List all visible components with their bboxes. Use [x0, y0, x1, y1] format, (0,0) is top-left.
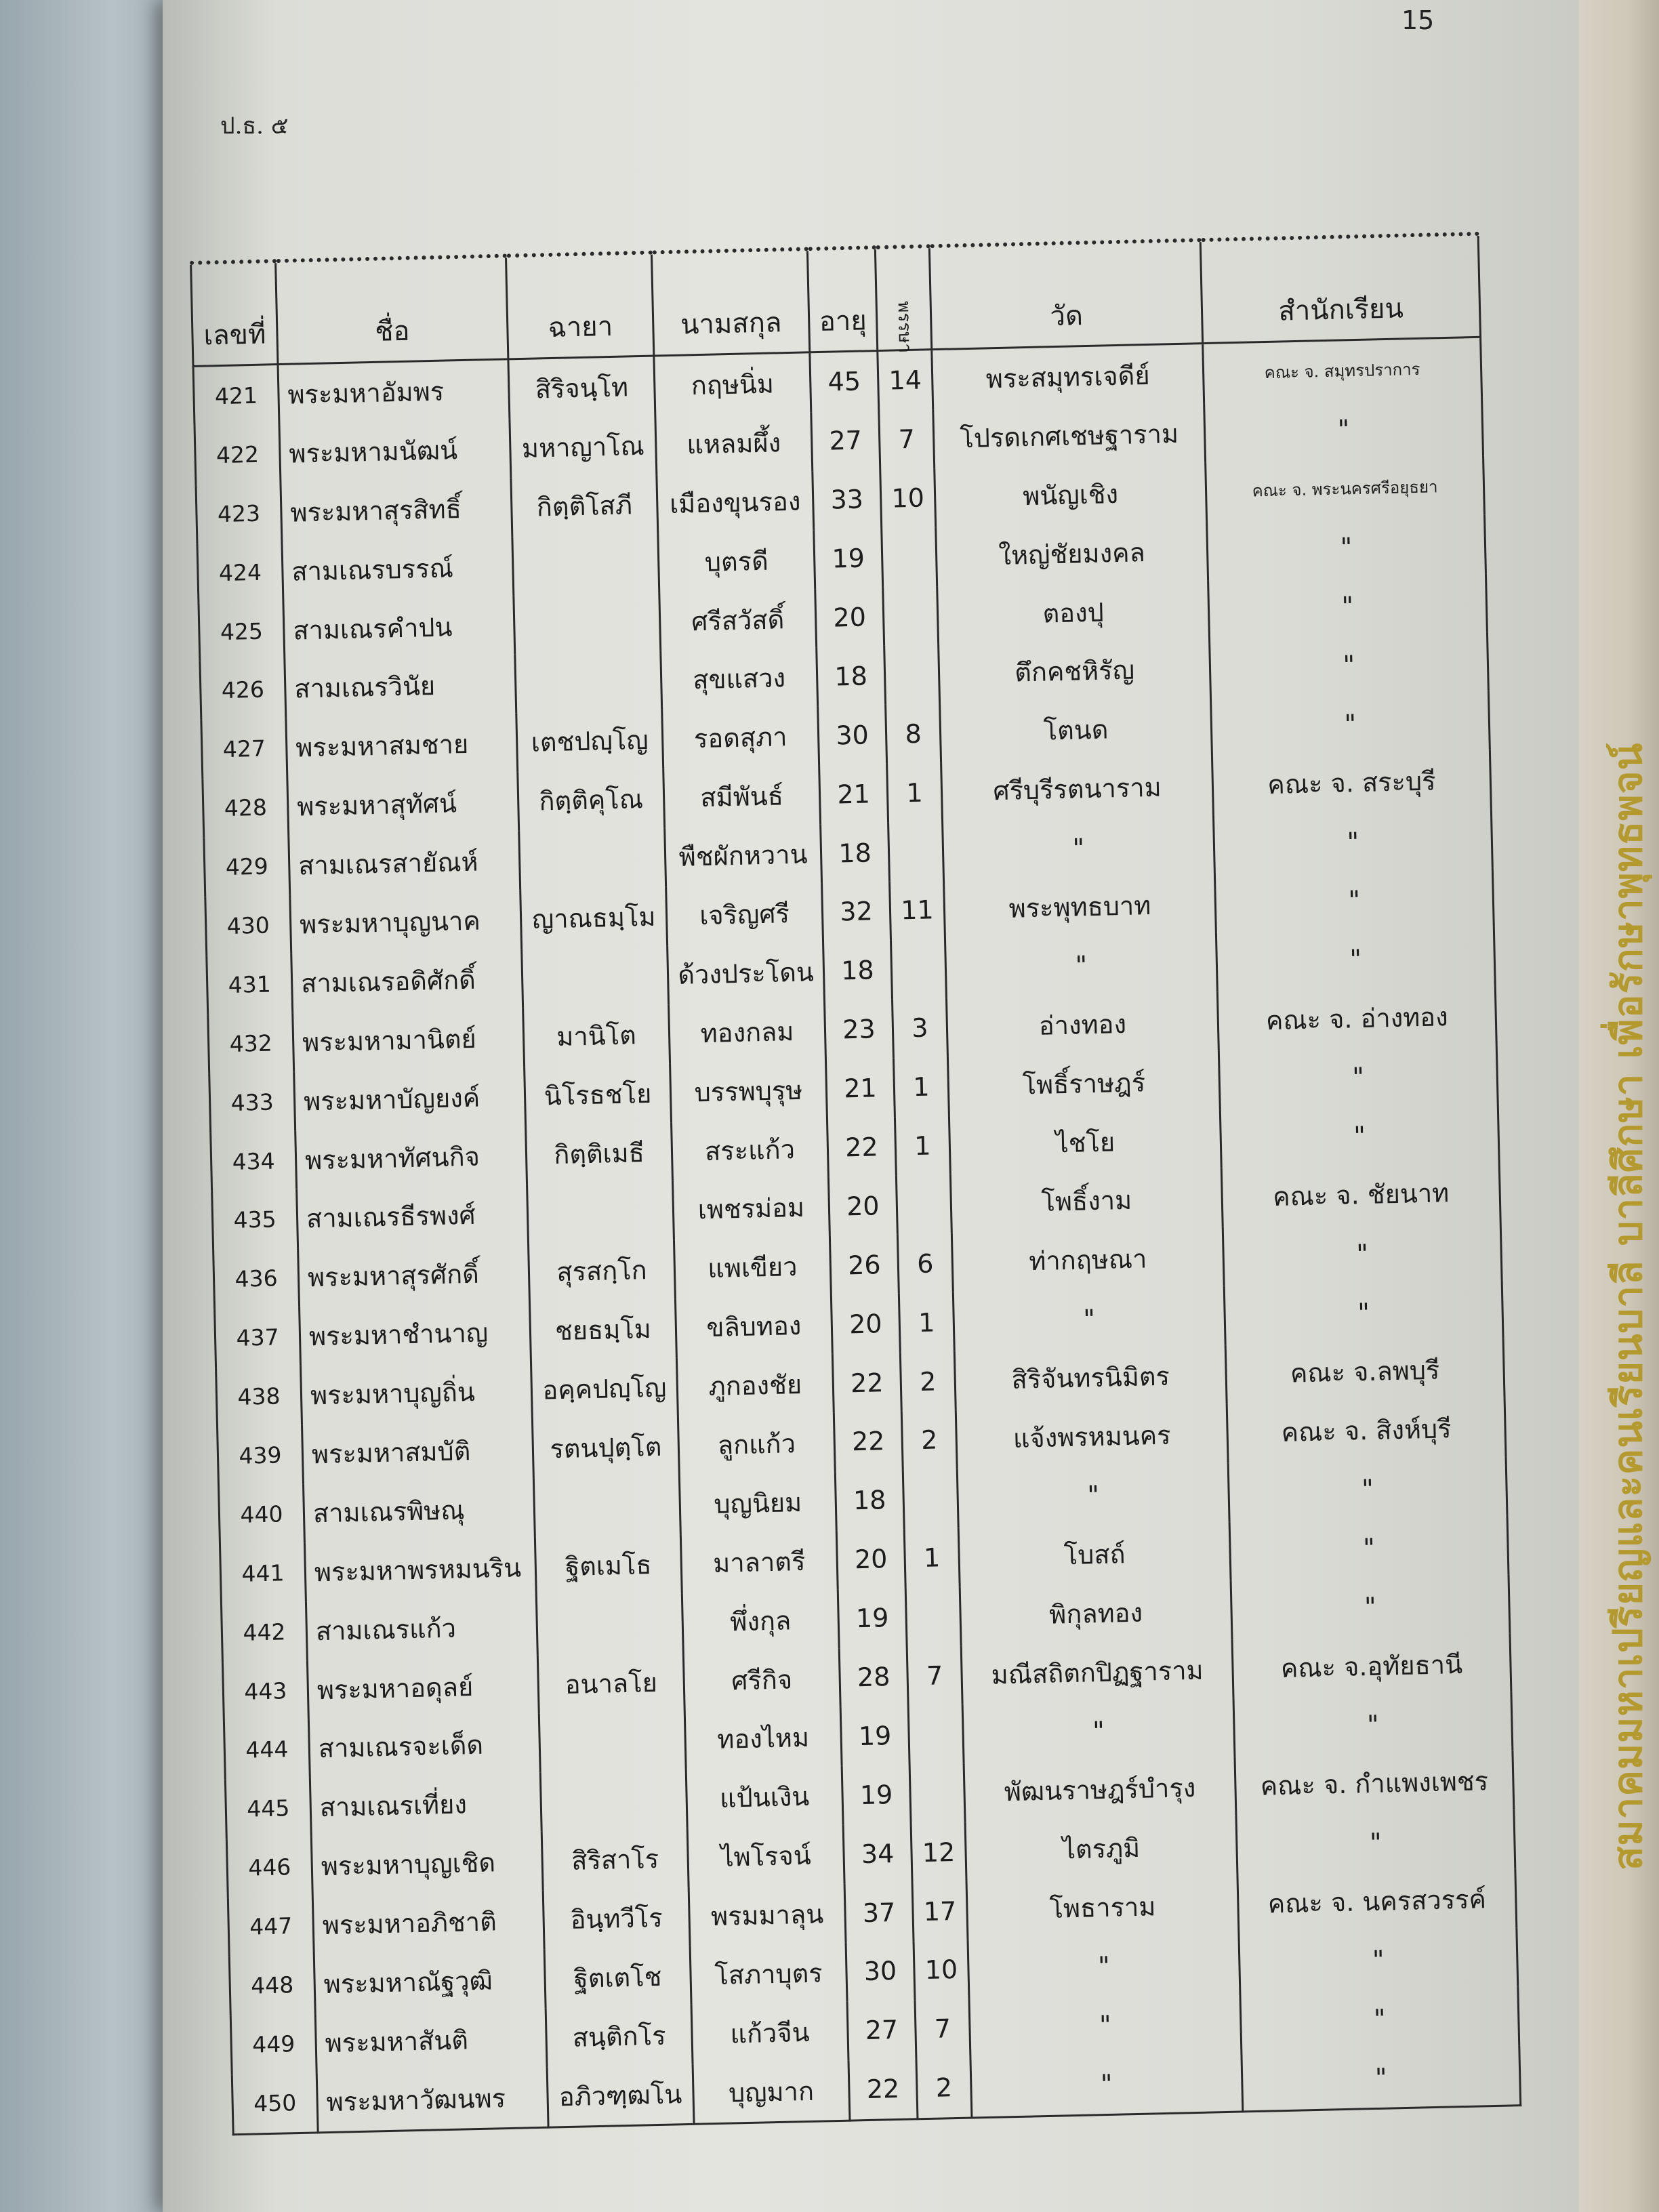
monk-name-cell: สามเณรจะเด็ด: [308, 1714, 540, 1778]
school-cell: ": [1236, 1810, 1515, 1875]
pansa-cell: [883, 586, 939, 647]
surname-cell: พึ่งกุล: [682, 1590, 839, 1652]
row-number-cell: 433: [209, 1072, 295, 1133]
wat-cell: ": [968, 1934, 1240, 1999]
pansa-cell: [891, 939, 947, 1000]
pansa-cell: [882, 527, 937, 588]
row-number-cell: 436: [213, 1248, 300, 1309]
surname-cell: แป้นเงิน: [686, 1766, 843, 1828]
age-cell: 22: [832, 1353, 901, 1413]
monk-name-cell: พระมหาชำนาญ: [300, 1302, 531, 1366]
row-number-cell: 429: [204, 836, 290, 897]
row-number-cell: 448: [229, 1955, 315, 2016]
surname-cell: บรรพบุรุษ: [670, 1060, 827, 1122]
monk-name-cell: สามเณรวินัย: [285, 655, 516, 719]
row-number-cell: 447: [228, 1896, 314, 1957]
results-table: [190, 232, 1521, 2135]
row-number-cell: 431: [207, 954, 293, 1015]
pansa-cell: 12: [911, 1822, 966, 1883]
pansa-cell: 3: [892, 998, 947, 1059]
school-cell: ": [1228, 1456, 1507, 1521]
monk-name-cell: สามเณรธีรพงศ์: [297, 1185, 529, 1249]
surname-cell: บุตรดี: [658, 530, 815, 592]
row-number-cell: 435: [212, 1189, 298, 1250]
monk-name-cell: สามเณรแก้ว: [306, 1597, 537, 1661]
pansa-cell: 6: [897, 1233, 953, 1294]
age-cell: 20: [836, 1529, 905, 1589]
school-cell: ": [1208, 573, 1488, 638]
school-cell: ": [1242, 2045, 1521, 2112]
surname-cell: ลูกแก้ว: [678, 1413, 835, 1475]
chaya-cell: กิตฺติโสภี: [511, 474, 658, 537]
pansa-cell: 7: [879, 409, 935, 470]
chaya-cell: [522, 945, 669, 1008]
age-cell: 27: [811, 411, 880, 471]
school-cell: คณะ จ. พระนครศรีอยุธยา: [1206, 456, 1485, 521]
age-cell: 18: [817, 646, 886, 706]
pansa-cell: 1: [895, 1115, 950, 1176]
age-cell: 18: [821, 823, 890, 883]
form-code: ป.ธ. ๕: [220, 112, 289, 140]
monk-name-cell: สามเณรสายัณห์: [289, 831, 520, 895]
monk-name-cell: พระมหาบุญถิ่น: [301, 1361, 533, 1425]
pansa-cell: 8: [886, 703, 941, 764]
wat-cell: ": [943, 815, 1215, 880]
row-number-cell: 430: [205, 895, 291, 956]
row-number-cell: 450: [232, 2072, 318, 2134]
school-cell: ": [1239, 1927, 1518, 1992]
school-cell: คณะ จ. สิงห์บุรี: [1227, 1397, 1506, 1462]
chaya-cell: สนฺติกโร: [546, 2005, 693, 2068]
age-cell: 22: [834, 1412, 903, 1472]
monk-name-cell: สามเณรบรรณ์: [282, 537, 514, 601]
chaya-cell: [514, 592, 661, 655]
pansa-cell: [908, 1704, 964, 1765]
chaya-cell: มหาญาโณ: [510, 415, 657, 478]
school-cell: ": [1229, 1515, 1509, 1580]
monk-name-cell: พระมหาสุรสิทธิ์: [281, 478, 512, 542]
wat-cell: ไชโย: [949, 1109, 1221, 1174]
chaya-cell: [512, 533, 659, 596]
surname-cell: ศรีสวัสดิ์: [659, 589, 817, 651]
chaya-cell: [540, 1769, 687, 1832]
chaya-cell: [527, 1181, 674, 1244]
monk-name-cell: พระมหาอดุลย์: [307, 1655, 539, 1719]
school-cell: คณะ จ. นครสวรรค์: [1237, 1868, 1517, 1933]
age-cell: 19: [814, 529, 883, 589]
wat-cell: ท่ากฤษณา: [951, 1227, 1224, 1292]
wat-cell: ศรีบุรีรตนาราม: [941, 756, 1214, 821]
school-cell: คณะ จ. สระบุรี: [1212, 750, 1491, 815]
surname-cell: พรมมาลุน: [689, 1884, 846, 1946]
row-number-cell: 444: [224, 1719, 310, 1780]
row-number-cell: 438: [216, 1366, 302, 1427]
row-number-cell: 446: [226, 1837, 312, 1898]
surname-cell: ศรีกิจ: [683, 1648, 840, 1711]
row-number-cell: 434: [211, 1130, 297, 1191]
chaya-cell: อินฺทวีโร: [543, 1887, 690, 1950]
surname-cell: บุญมาก: [693, 2060, 850, 2124]
school-cell: ": [1233, 1692, 1513, 1757]
pansa-cell: 7: [915, 1999, 970, 2060]
wat-cell: สิริจันทรนิมิตร: [954, 1345, 1227, 1410]
wat-cell: ใหญ่ชัยมงคล: [936, 521, 1208, 586]
wat-cell: พิกุลทอง: [960, 1580, 1232, 1645]
chaya-cell: สุรสกฺโก: [529, 1240, 676, 1303]
school-cell: คณะ จ. ชัยนาท: [1221, 1162, 1500, 1227]
row-number-cell: 437: [215, 1307, 301, 1368]
wat-cell: โตนด: [940, 697, 1212, 762]
age-cell: 28: [839, 1647, 908, 1707]
pansa-cell: 10: [880, 468, 936, 529]
surname-cell: สมีพันธ์: [663, 765, 821, 827]
monk-name-cell: พระมหาสมชาย: [286, 714, 518, 778]
monk-name-cell: พระมหาพรหมนริน: [304, 1538, 536, 1602]
school-cell: ": [1216, 927, 1495, 992]
wat-cell: โพธาราม: [966, 1875, 1239, 1940]
school-cell: ": [1207, 514, 1486, 579]
row-number-cell: 445: [225, 1778, 311, 1839]
wat-cell: ตึกคชหิรัญ: [939, 638, 1211, 703]
wat-cell: ไตรภูมิ: [965, 1816, 1237, 1881]
chaya-cell: นิโรธชโย: [525, 1063, 672, 1126]
monk-name-cell: พระมหาอภิชาติ: [312, 1891, 544, 1955]
pansa-cell: 11: [890, 880, 945, 941]
school-cell: ": [1204, 397, 1483, 462]
age-cell: 33: [813, 470, 882, 530]
surname-cell: พืชผักหวาน: [665, 824, 822, 886]
row-number-cell: 424: [197, 542, 283, 603]
pansa-cell: 1: [899, 1292, 954, 1353]
chaya-cell: ชยธมฺโม: [529, 1298, 676, 1361]
row-number-cell: 439: [218, 1425, 304, 1486]
surname-cell: เจริญศรี: [666, 883, 823, 945]
monk-name-cell: พระมหาสุรศักดิ์: [298, 1243, 530, 1307]
age-cell: 20: [828, 1176, 897, 1236]
chaya-cell: ฐิตเตโช: [544, 1946, 691, 2009]
surname-cell: กฤษนิ่ม: [654, 352, 811, 416]
age-cell: 21: [825, 1058, 895, 1118]
header-chaya: ฉายา: [506, 253, 653, 359]
age-cell: 23: [825, 1000, 894, 1060]
row-number-cell: 442: [221, 1601, 307, 1662]
row-number-cell: 425: [199, 601, 285, 662]
surname-cell: ทองไหม: [684, 1707, 842, 1769]
pansa-cell: [909, 1763, 965, 1824]
school-cell: ": [1240, 1986, 1519, 2051]
monk-name-cell: พระมหาสมบัติ: [302, 1420, 534, 1484]
row-number-cell: 443: [222, 1660, 308, 1721]
wat-cell: ": [970, 2051, 1243, 2117]
monk-name-cell: พระมหาสันติ: [315, 2009, 547, 2073]
wat-cell: โพธิ์งาม: [950, 1168, 1223, 1233]
age-cell: 30: [846, 1941, 915, 2001]
monk-name-cell: สามเณรอดิศักดิ์: [291, 949, 523, 1013]
pansa-cell: [884, 645, 940, 705]
age-cell: 19: [840, 1706, 909, 1766]
surname-cell: เมืองขุนรอง: [657, 471, 814, 533]
age-cell: 27: [847, 2000, 916, 2060]
age-cell: 34: [843, 1824, 912, 1884]
chaya-cell: รตนปุตฺโต: [532, 1416, 679, 1479]
school-cell: คณะ จ. กำแพงเพชร: [1235, 1751, 1514, 1816]
header-school: สำนักเรียน: [1200, 234, 1480, 344]
page-number: 15: [1401, 5, 1435, 35]
chaya-cell: ฐิตเมโธ: [535, 1534, 682, 1597]
age-cell: 22: [827, 1117, 896, 1177]
chaya-cell: [539, 1711, 686, 1773]
surname-cell: สุขแสวง: [661, 648, 818, 710]
chaya-cell: มานิโต: [523, 1004, 670, 1067]
pansa-cell: 2: [901, 1410, 957, 1471]
age-cell: 18: [835, 1471, 904, 1531]
pansa-cell: 2: [916, 2057, 972, 2118]
wat-cell: ": [957, 1463, 1229, 1528]
row-number-cell: 441: [220, 1542, 306, 1603]
pansa-cell: [896, 1174, 951, 1235]
row-number-cell: 440: [219, 1484, 305, 1545]
pansa-cell: [905, 1586, 961, 1647]
row-number-cell: 449: [230, 2013, 316, 2074]
age-cell: 37: [844, 1883, 914, 1943]
age-cell: 30: [818, 705, 887, 765]
surname-cell: ไพโรจน์: [687, 1825, 844, 1887]
age-cell: 22: [848, 2059, 918, 2121]
surname-cell: ทองกลม: [669, 1001, 826, 1063]
surname-cell: ด้วงประโดน: [668, 942, 825, 1004]
chaya-cell: อภิวฑฺฒโน: [547, 2064, 694, 2127]
chaya-cell: กิตฺติคุโณ: [518, 769, 665, 832]
pansa-cell: 2: [900, 1351, 956, 1412]
wat-cell: ": [945, 933, 1217, 998]
monk-name-cell: สามเณรเที่ยง: [310, 1773, 541, 1837]
wat-cell: โปรดเกศเชษฐาราม: [933, 403, 1206, 468]
wat-cell: ตองปุ: [937, 580, 1210, 645]
header-pansa: [875, 246, 931, 354]
pansa-cell: 14: [878, 350, 933, 411]
surname-cell: ภูกองชัย: [676, 1354, 834, 1416]
school-cell: ": [1214, 868, 1494, 933]
header-number: เลขที่: [191, 261, 278, 366]
pansa-cell: 7: [907, 1645, 962, 1706]
monk-name-cell: พระมหาทัศนกิจ: [295, 1126, 527, 1190]
row-number-cell: 427: [201, 718, 287, 779]
row-number-cell: 423: [196, 483, 282, 544]
chaya-cell: [536, 1593, 683, 1656]
surname-cell: แพเขียว: [674, 1236, 831, 1298]
age-cell: 19: [838, 1588, 907, 1648]
pansa-cell: 10: [914, 1940, 969, 2001]
chaya-cell: อนาลโย: [537, 1652, 684, 1715]
age-cell: 19: [842, 1765, 911, 1825]
chaya-cell: ญาณธมฺโม: [520, 886, 668, 949]
wat-cell: พนัญเชิง: [935, 462, 1207, 527]
row-number-cell: 421: [193, 365, 279, 426]
wat-cell: ": [953, 1286, 1225, 1351]
chaya-cell: สิริสาโร: [541, 1828, 689, 1891]
pansa-cell: [903, 1469, 958, 1530]
side-watermark-text: สมาคมมหาเปรียญและคนเรียนบาลี บาลีศึกษา เพื่อรักษาพุทธพจน์: [1605, 742, 1651, 1870]
monk-name-cell: พระมหาวัฒนพร: [316, 2068, 548, 2133]
monk-name-cell: พระมหาอัมพร: [278, 359, 510, 424]
monk-name-cell: พระมหาบัญยงค์: [294, 1067, 526, 1131]
header-name: ชื่อ: [276, 255, 508, 364]
wat-cell: ": [969, 1992, 1242, 2057]
monk-name-cell: พระมหาบุญเชิด: [311, 1832, 543, 1896]
age-cell: 20: [831, 1294, 900, 1354]
pansa-cell: 1: [904, 1528, 960, 1589]
wat-cell: พระพุทธบาท: [944, 874, 1216, 939]
school-cell: ": [1223, 1221, 1502, 1286]
row-number-cell: 422: [194, 424, 281, 485]
school-cell: ": [1218, 1044, 1498, 1109]
age-cell: 20: [815, 587, 884, 647]
chaya-cell: สิริจนฺโท: [508, 356, 655, 419]
surname-cell: โสภาบุตร: [690, 1943, 847, 2005]
surname-cell: แก้วจีน: [691, 2002, 848, 2064]
school-cell: คณะ จ.อุทัยธานี: [1232, 1633, 1511, 1698]
wat-cell: แจ้งพรหมนคร: [956, 1404, 1228, 1469]
wat-cell: โบสถ์: [958, 1521, 1231, 1586]
school-cell: ": [1213, 809, 1492, 874]
monk-name-cell: สามเณรคำปน: [283, 596, 515, 660]
age-cell: 21: [819, 764, 888, 824]
chaya-cell: [515, 651, 662, 714]
monk-name-cell: พระมหาบุญนาค: [290, 890, 522, 954]
school-cell: ": [1220, 1103, 1499, 1168]
age-cell: 18: [823, 941, 893, 1001]
monk-name-cell: พระมหาณัฐวุฒิ: [314, 1950, 546, 2014]
chaya-cell: กิตฺติเมธี: [526, 1122, 673, 1185]
school-cell: ": [1224, 1280, 1503, 1345]
header-age: อายุ: [807, 247, 877, 352]
wat-cell: อ่างทอง: [946, 992, 1218, 1057]
monk-name-cell: สามเณรพิษณุ: [303, 1479, 535, 1543]
surname-cell: แหลมผึ้ง: [655, 412, 813, 474]
chaya-cell: [519, 827, 666, 890]
school-cell: ": [1231, 1574, 1510, 1639]
header-wat: วัด: [929, 240, 1202, 350]
header-pansa-label: พรรษา: [893, 300, 916, 354]
surname-cell: บุญนิยม: [679, 1472, 836, 1534]
surname-cell: มาลาตรี: [680, 1531, 838, 1593]
surname-cell: สระแก้ว: [672, 1119, 829, 1181]
pansa-cell: 17: [912, 1881, 968, 1942]
age-cell: 45: [810, 351, 879, 413]
age-cell: 32: [822, 882, 891, 942]
chaya-cell: อคฺคปญฺโญ: [531, 1357, 678, 1420]
monk-name-cell: พระมหามนัฒน์: [279, 419, 511, 483]
school-cell: คณะ จ.ลพบุรี: [1225, 1339, 1504, 1404]
table-body: [193, 337, 1521, 2134]
school-cell: ": [1210, 632, 1489, 697]
pansa-cell: 1: [893, 1057, 949, 1118]
chaya-cell: เตชปญฺโญ: [516, 710, 663, 773]
wat-cell: พระสมุทรเจดีย์: [932, 344, 1204, 409]
school-cell: ": [1211, 691, 1490, 756]
school-cell: คณะ จ. อ่างทอง: [1217, 985, 1496, 1050]
wat-cell: มณีสถิตกปิฏฐาราม: [961, 1639, 1233, 1704]
chaya-cell: [533, 1475, 680, 1538]
surname-cell: เพชรม่อม: [672, 1177, 830, 1240]
monk-name-cell: พระมหาสุทัศน์: [287, 772, 519, 836]
surname-cell: รอดสุภา: [662, 706, 819, 769]
wat-cell: โพธิ์ราษฎร์: [947, 1051, 1220, 1116]
row-number-cell: 426: [200, 659, 286, 720]
row-number-cell: 432: [208, 1013, 294, 1074]
pansa-cell: 1: [887, 762, 943, 823]
header-surname: นามสกุล: [651, 249, 809, 356]
row-number-cell: 428: [203, 777, 289, 838]
pansa-cell: [888, 821, 944, 882]
wat-cell: ": [962, 1698, 1235, 1763]
school-cell: คณะ จ. สมุทรปราการ: [1203, 337, 1482, 403]
wat-cell: พัฒนราษฎร์บำรุง: [964, 1757, 1236, 1822]
surname-cell: ขลิบทอง: [675, 1295, 832, 1357]
results-table-wrapper: [190, 232, 1519, 2135]
age-cell: 26: [830, 1235, 899, 1295]
monk-name-cell: พระมหามานิตย์: [293, 1008, 525, 1072]
